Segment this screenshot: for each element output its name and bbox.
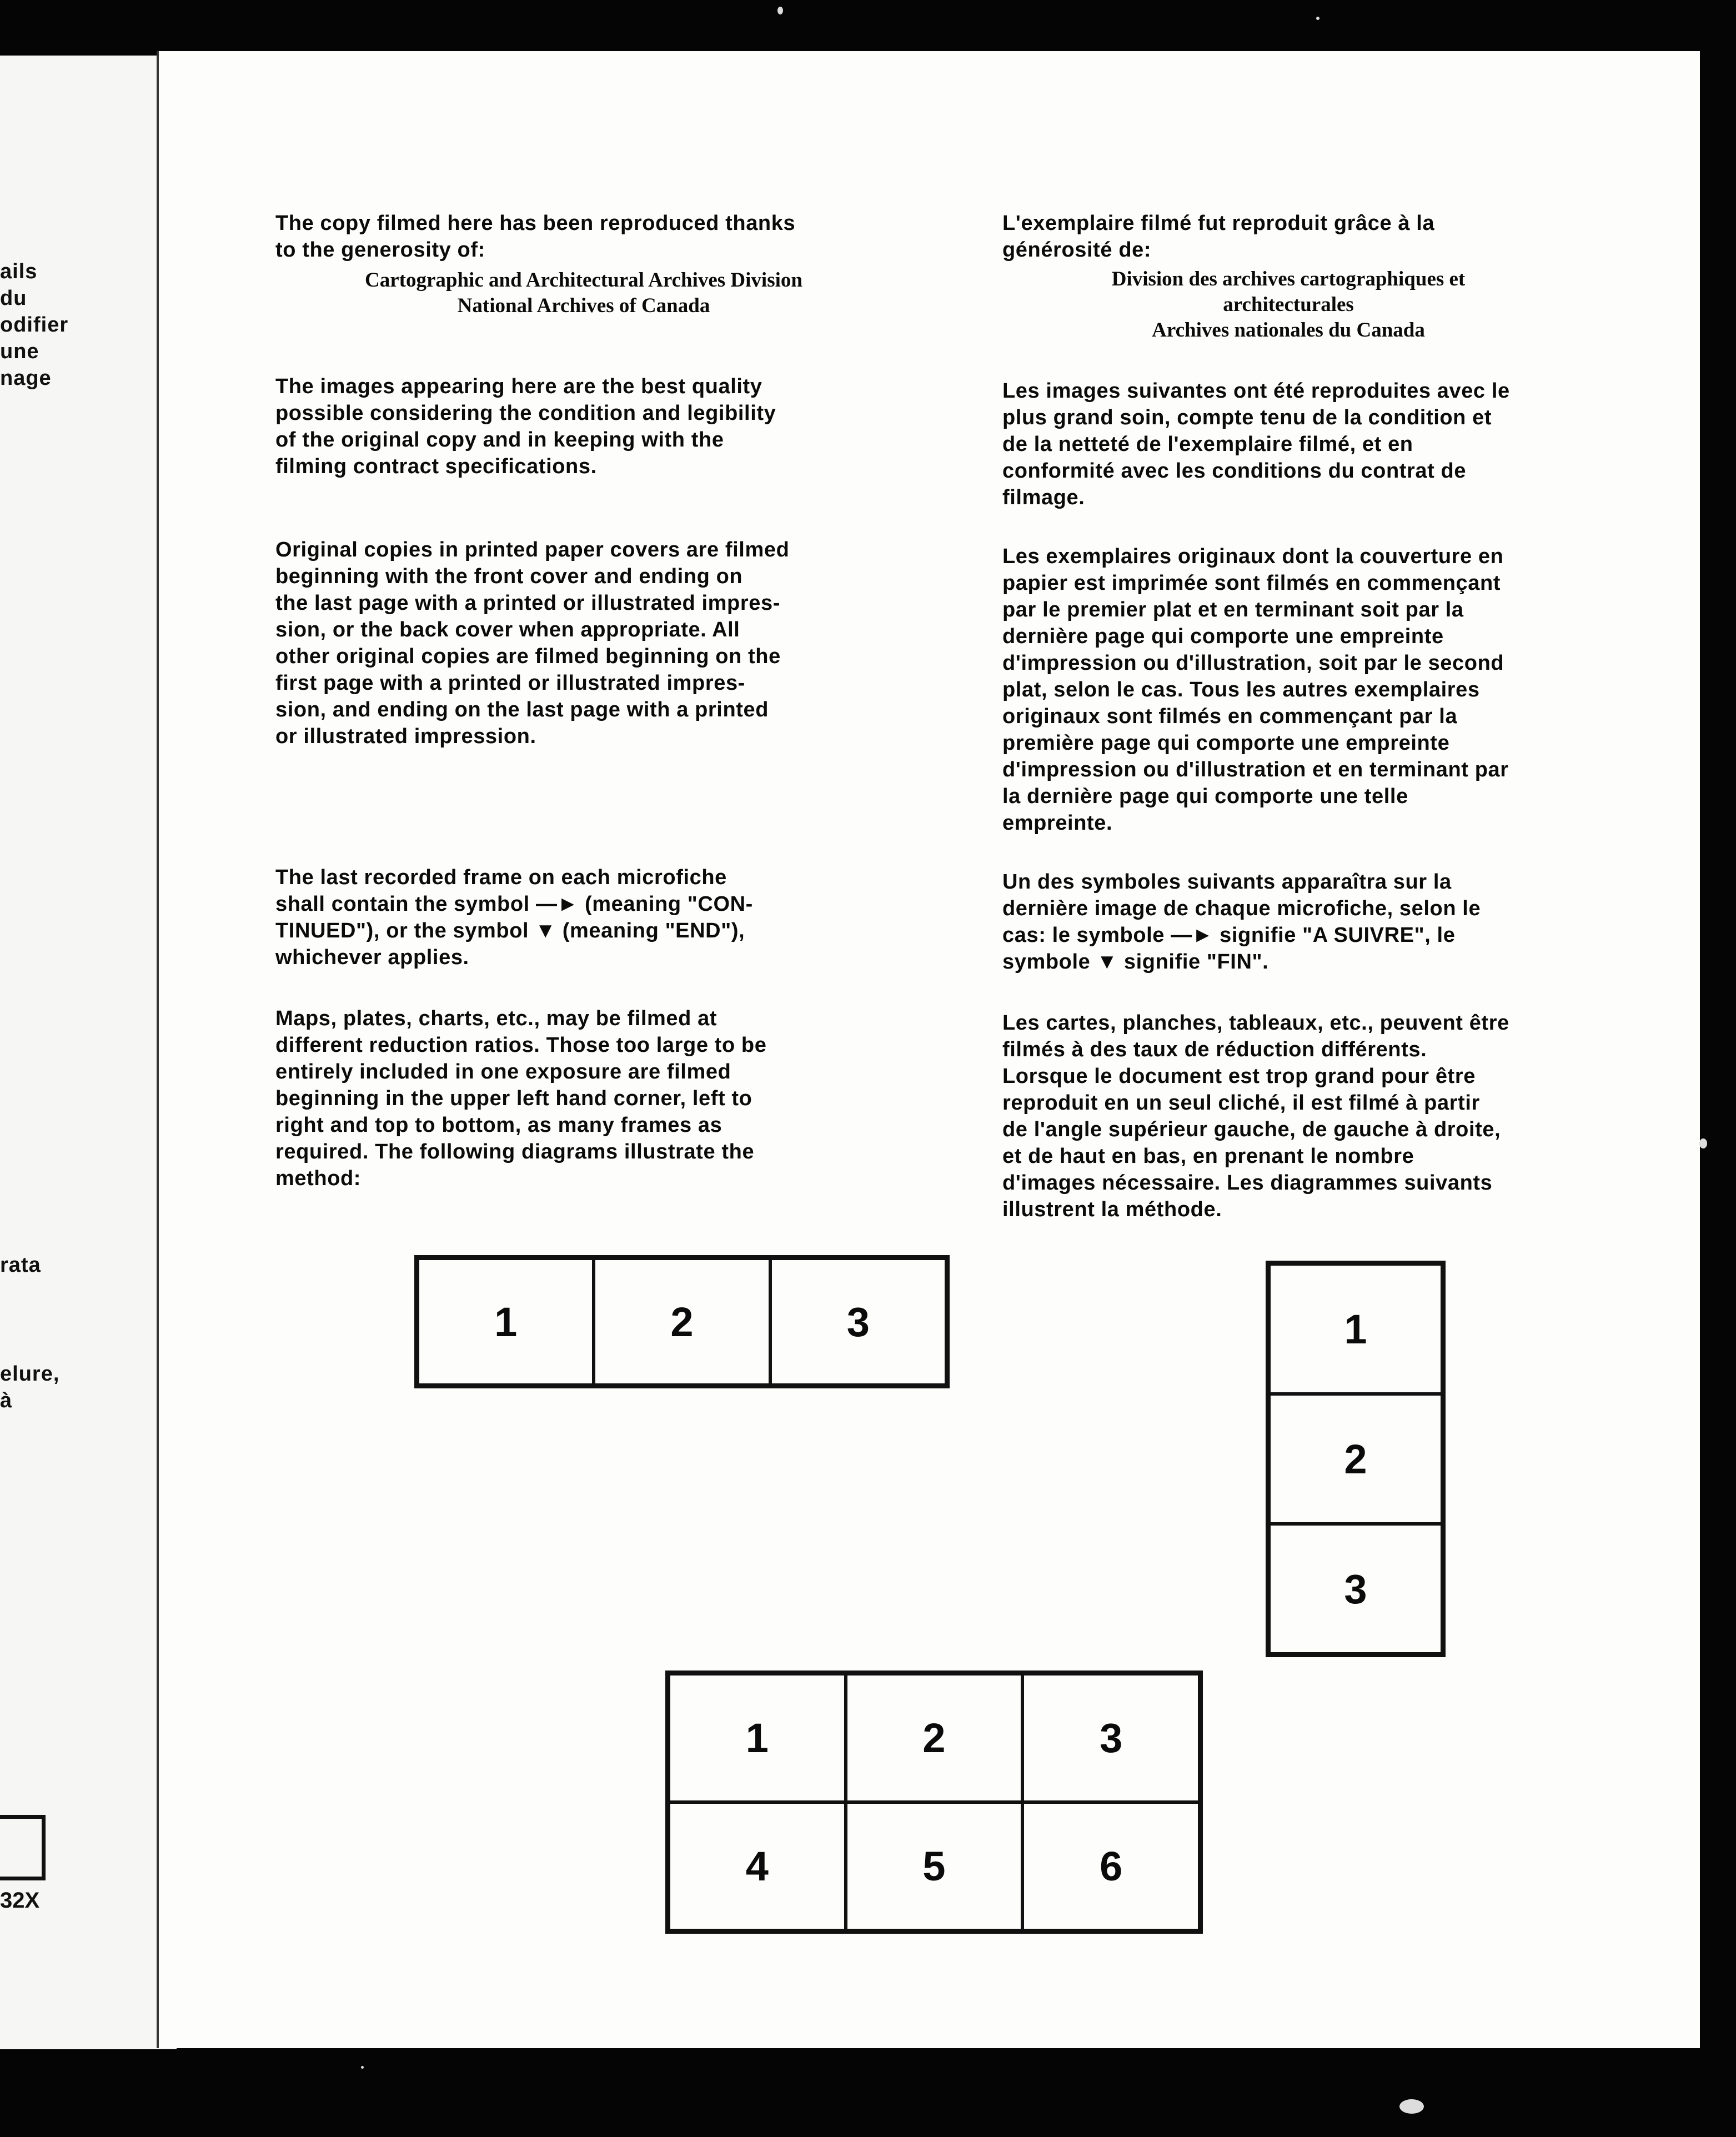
frame-cell: 1 [1269,1264,1442,1394]
frame-cell: 2 [846,1674,1023,1802]
french-symbols: Un des symboles suivants apparaîtra sur la dernière image de chaque microfiche, selon le cas: le symbole —► signifie "A SUIVRE", le symbole ▼ signifie "FIN". [1002,870,1481,974]
english-maps: Maps, plates, charts, etc., may be filmed at different reduction ratios. Those too large to be entirely included in one exposure are filmed beginning in the upper left hand corner, left to right and top to bottom, as many frames as required. The following diagrams illustrate the method: [275,1007,767,1190]
english-column [275,210,914,1192]
reduction-ratio: 32X [0,1888,40,1913]
english-quality: The images appearing here are the best quality possible considering the condition and legibility of the original copy and in keeping with the filming contract specifications. [275,375,776,478]
french-credit: Division des archives cartographiques et architecturales Archives nationales du Canada [1111,268,1466,342]
margin-fragment: une [0,340,39,363]
margin-fragment: nage [0,367,52,390]
film-speck [777,7,783,14]
frame-cell: 1 [418,1258,594,1385]
frame-cell: 2 [1269,1394,1442,1524]
frame-cell: 6 [1022,1802,1200,1930]
english-intro: The copy filmed here has been reproduced thanks to the generosity of: [275,212,796,262]
french-maps: Les cartes, planches, tableaux, etc., peuvent être filmés à des taux de réduction différents. Lorsque le document est trop grand pour être reproduit en un seul cliché, il est filmé à partir de l'angle supérieur gauche, de gauche à droite, et de haut en bas, en prenant le nombre d'images nécessaire. Les diagrammes suivants illustrent la méthode. [1002,1011,1509,1221]
english-covers: Original copies in printed paper covers are filmed beginning with the front cover and ending on the last page with a printed or illustrated impres- sion, or the back cover when appropriate. All other original copies are filmed beginning on the first page with a printed or illustrated impres- sion, and ending on the last page with a printed or illustrated impression. [275,538,790,748]
horizontal-frames-diagram [414,1255,950,1388]
margin-fragment: ails [0,260,38,283]
margin-fragment: odifier [0,313,69,337]
english-symbols: The last recorded frame on each microfiche shall contain the symbol —► (meaning "CON- TINUED"), or the symbol ▼ (meaning "END"), whichever applies. [275,866,753,969]
microfiche-page [157,51,1700,2048]
vertical-frames-diagram [1266,1261,1446,1657]
frame-cell: 3 [1022,1674,1200,1802]
margin-fragment: du [0,287,27,310]
film-speck [1316,17,1319,20]
frame-cell: 3 [1269,1524,1442,1654]
film-speck [1399,2099,1424,2114]
frame-cell: 1 [669,1674,846,1802]
margin-fragment: elure, [0,1362,60,1386]
film-speck [361,2066,364,2069]
frame-cell: 5 [846,1802,1023,1930]
margin-fragment: rata [0,1253,41,1277]
previous-page-strip [0,56,177,2049]
french-intro: L'exemplaire filmé fut reproduit grâce à la générosité de: [1002,212,1435,262]
french-covers: Les exemplaires originaux dont la couverture en papier est imprimée sont filmés en commençant par le premier plat et en terminant soit par la dernière page qui comporte une empreinte d'impression ou d'illustration, soit par le second plat, selon le cas. Tous les autres exemplaires originaux sont filmés en commençant par la première page qui comporte une empreinte d'impression ou d'illustration et en terminant par la dernière page qui comporte une telle empreinte. [1002,545,1509,835]
film-speck [1699,1138,1707,1148]
french-quality: Les images suivantes ont été reproduites avec le plus grand soin, compte tenu de la condition et de la netteté de l'exemplaire filmé, et en conformité avec les conditions du contrat de filmage. [1002,379,1510,509]
french-column [1002,210,1658,1223]
frame-cell: 4 [669,1802,846,1930]
reduction-box [0,1815,46,1880]
frame-cell: 2 [594,1258,770,1385]
grid-frames-diagram [665,1671,1203,1934]
margin-fragment: à [0,1389,13,1412]
frame-cell: 3 [770,1258,946,1385]
english-credit: Cartographic and Architectural Archives Division National Archives of Canada [365,269,802,317]
